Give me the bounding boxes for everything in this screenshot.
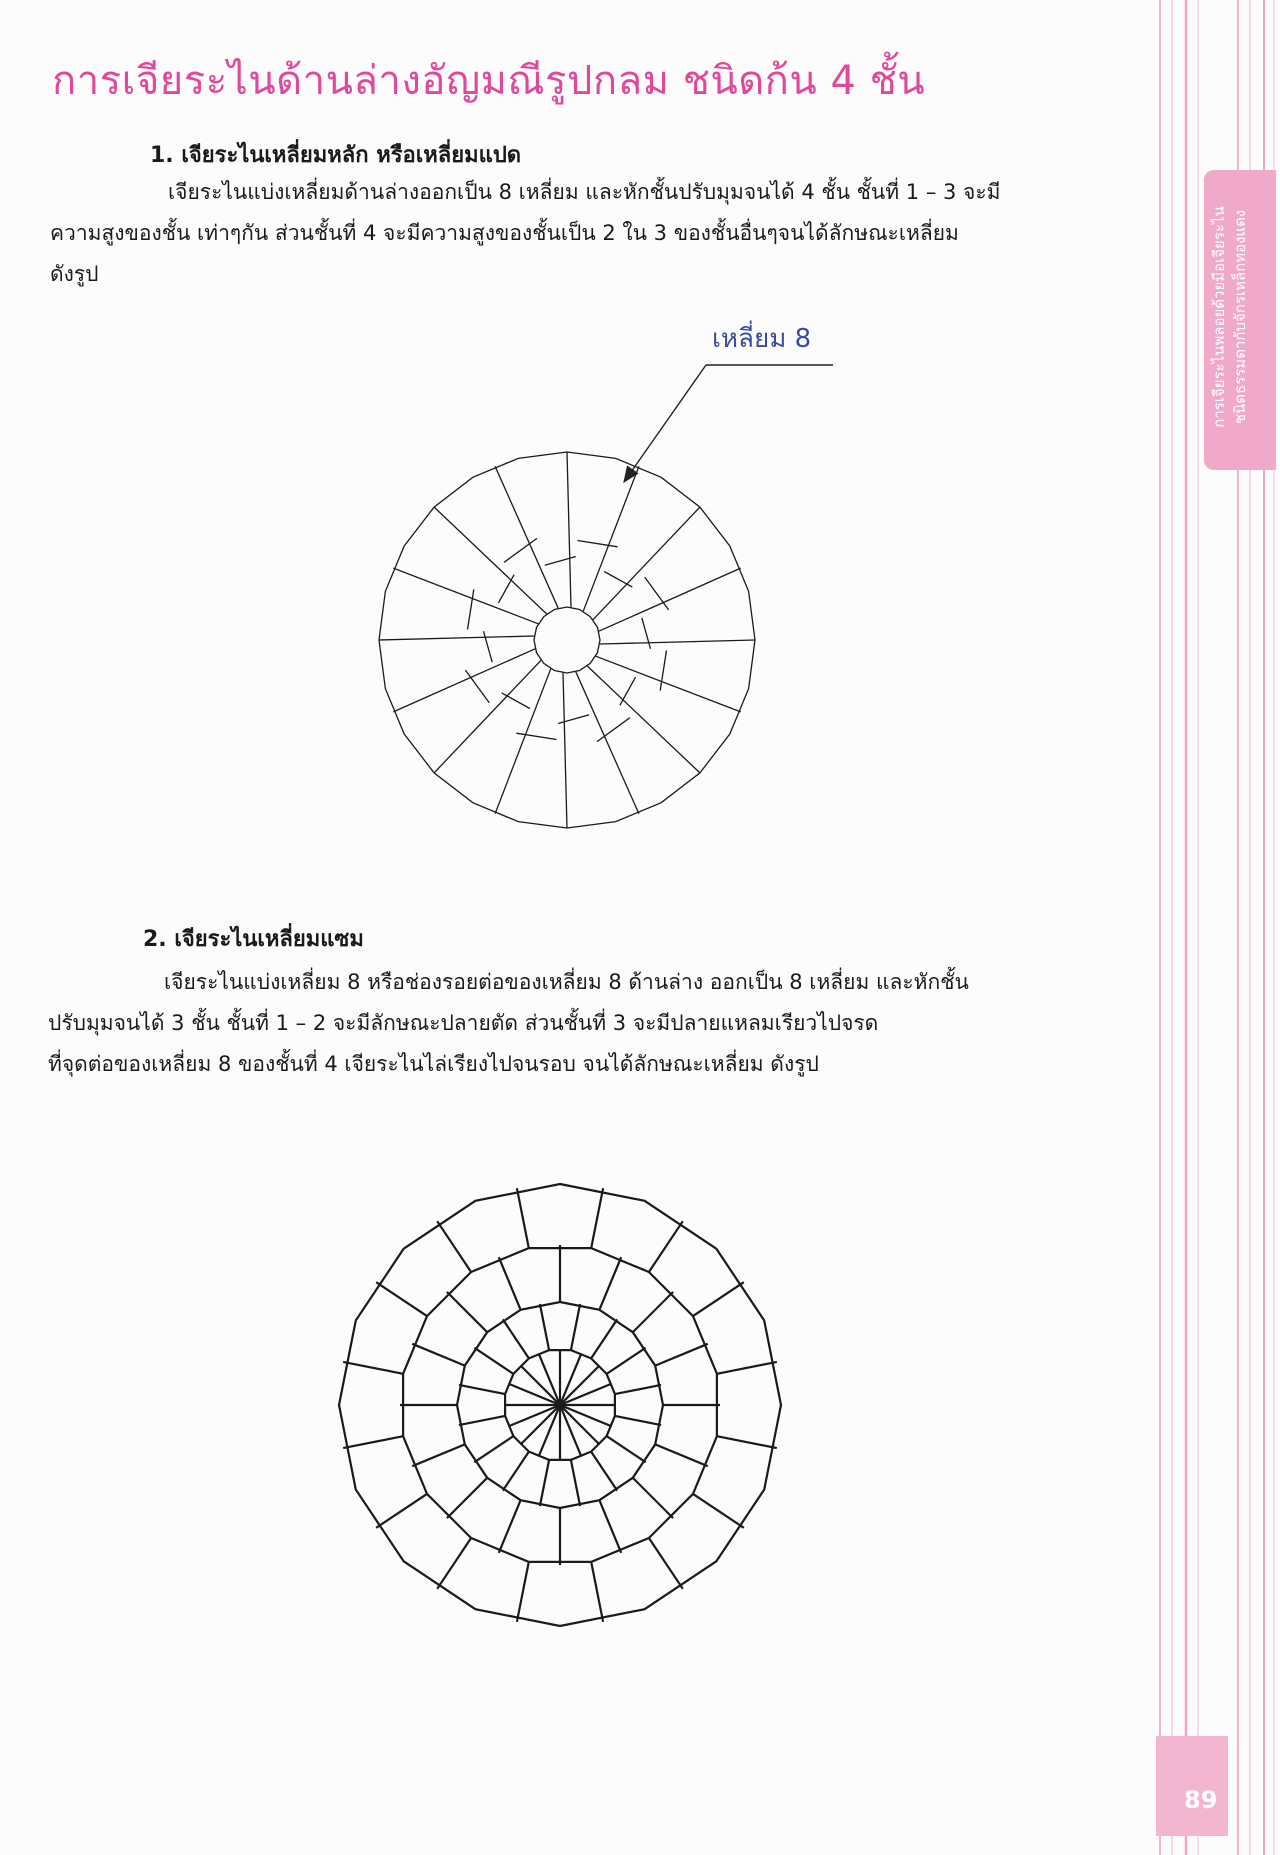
tier-spoke-outer [343, 1362, 403, 1374]
callout-label: เหลี่ยม 8 [712, 324, 812, 354]
tier-spoke-outer [376, 1494, 427, 1528]
tier-spoke-inner [540, 1304, 549, 1350]
facet-line [379, 636, 534, 640]
facet-cross-line [484, 631, 493, 662]
callout-leader [624, 365, 833, 482]
section-1-line-3: ดังรูป [50, 262, 99, 286]
facet-line [587, 666, 700, 773]
tier-spoke-middle [412, 1344, 465, 1366]
facet-line [434, 660, 541, 773]
tier-spoke-outer [343, 1436, 403, 1448]
section-2-line-2: ปรับมุมจนได้ 3 ชั้น ชั้นที่ 1 – 2 จะมีลักษณะปลายตัด ส่วนชั้นที่ 3 จะมีปลายแหลมเรียวไปจรด [48, 1011, 879, 1035]
facet-line [599, 568, 741, 631]
tier-spoke-outer [693, 1282, 744, 1316]
tier-spoke-outer [717, 1362, 777, 1374]
section-1-line-1: เจียระไนแบ่งเหลี่ยมด้านล่างออกเป็น 8 เหลี่ยม และหักชั้นปรับมุมจนได้ 4 ชั้น ชั้นที่ 1 – 3 จะมี [168, 180, 1001, 204]
tier-spoke-middle [633, 1292, 673, 1332]
tier-spoke-outer [437, 1221, 471, 1272]
facet-cross-line [642, 618, 651, 649]
facet-line [495, 466, 558, 608]
facet-cross-line [578, 541, 618, 547]
facet-cross-line [620, 677, 636, 705]
facet-line [434, 507, 547, 614]
tier-spoke-outer [591, 1188, 603, 1248]
tier-spoke-inner [571, 1460, 580, 1506]
tier-spoke-middle [599, 1257, 621, 1310]
page-title: การเจียระไนด้านล่างอัญมณีรูปกลม ชนิดก้น 4 ชั้น [52, 58, 926, 104]
tier-spoke-middle [447, 1478, 487, 1518]
section-2-line-3: ที่จุดต่อของเหลี่ยม 8 ของชั้นที่ 4 เจียระไนไล่เรียงไปจนรอบ จนได้ลักษณะเหลี่ยม ดังรูป [48, 1052, 819, 1076]
tier-spoke-middle [655, 1344, 708, 1366]
tier-spoke-inner [615, 1385, 661, 1394]
facet-cross-line [516, 733, 556, 739]
tier-spoke-inner [474, 1348, 513, 1374]
facet-line [563, 673, 567, 828]
facet-line [567, 452, 571, 607]
facet-line [583, 466, 639, 611]
tier-spoke-middle [633, 1478, 673, 1518]
tier-spoke-inner [540, 1460, 549, 1506]
facet-line [393, 649, 535, 712]
sidebar-chapter-line-1: การเจียระไนพลอยด้วยมือเจียระไน [1210, 206, 1228, 428]
facet-line [593, 507, 700, 620]
facet-cross-line [660, 651, 666, 691]
facet-line [600, 640, 755, 644]
facet-cross-line [502, 693, 530, 709]
tier-spoke-inner [607, 1436, 646, 1462]
facet-cross-line [604, 572, 632, 588]
tier-spoke-outer [437, 1538, 471, 1589]
tier-spoke-inner [607, 1348, 646, 1374]
tier-spoke-inner [459, 1416, 505, 1425]
section-2-heading: 2. เจียระไนเหลี่ยมแซม [143, 927, 364, 952]
tier-spoke-inner [503, 1452, 529, 1491]
tier-spoke-outer [649, 1221, 683, 1272]
tier-spoke-middle [412, 1444, 465, 1466]
section-1-heading: 1. เจียระไนเหลี่ยมหลัก หรือเหลี่ยมแปด [150, 143, 522, 168]
tier-spoke-outer [649, 1538, 683, 1589]
sidebar-chapter-title [1209, 172, 1269, 462]
facet-cross-line [468, 589, 474, 629]
facet-line [393, 568, 538, 624]
figure-star-facet-diagram [339, 1184, 781, 1626]
facet-cross-line [545, 557, 576, 566]
culet-polygon [534, 607, 600, 673]
tier-spoke-middle [447, 1292, 487, 1332]
tier-spoke-middle [499, 1500, 521, 1553]
figure-main-facet-diagram [379, 452, 755, 828]
tier-spoke-middle [499, 1257, 521, 1310]
tier-spoke-inner [571, 1304, 580, 1350]
tier-spoke-inner [591, 1452, 617, 1491]
facet-cross-line [558, 715, 589, 724]
tier-spoke-outer [693, 1494, 744, 1528]
tier-spoke-outer [517, 1562, 529, 1622]
sidebar-chapter-line-2: ชนิดธรรมดากับจักรเหล็กทองแดง [1231, 209, 1249, 425]
facet-line [576, 672, 639, 814]
tier-spoke-middle [599, 1500, 621, 1553]
tier-spoke-inner [474, 1436, 513, 1462]
tier-spoke-inner [459, 1385, 505, 1394]
facet-line [596, 656, 741, 712]
tier-spoke-inner [591, 1319, 617, 1358]
section-1-line-2: ความสูงของชั้น เท่าๆกัน ส่วนชั้นที่ 4 จะมีความสูงของชั้นเป็น 2 ใน 3 ของชั้นอื่นๆจนได้ลักษณะเหลี่ยม [50, 221, 959, 245]
tier-spoke-outer [376, 1282, 427, 1316]
page-number: 89 [1184, 1786, 1218, 1814]
tier-spoke-outer [717, 1436, 777, 1448]
tier-spoke-outer [517, 1188, 529, 1248]
facet-cross-line [499, 575, 515, 603]
section-2-line-1: เจียระไนแบ่งเหลี่ยม 8 หรือช่องรอยต่อของเหลี่ยม 8 ด้านล่าง ออกเป็น 8 เหลี่ยม และหักชั้น [164, 970, 969, 994]
facet-line [495, 669, 551, 814]
tier-spoke-middle [655, 1444, 708, 1466]
tier-spoke-outer [591, 1562, 603, 1622]
tier-spoke-inner [503, 1319, 529, 1358]
tier-spoke-inner [615, 1416, 661, 1425]
